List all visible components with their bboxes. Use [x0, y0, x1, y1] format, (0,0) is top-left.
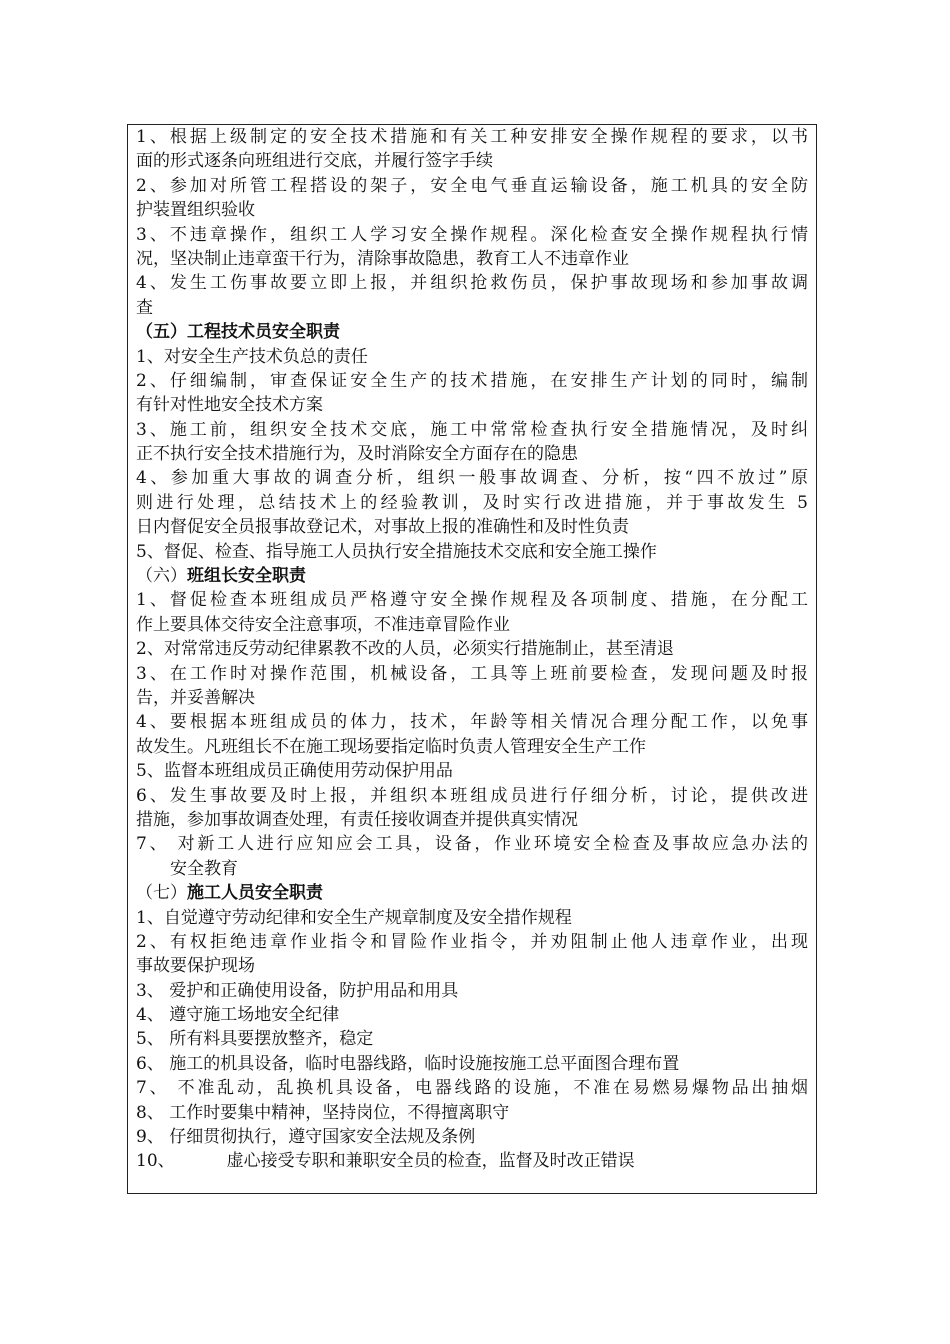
- text-line: 告，并妥善解决: [136, 687, 255, 708]
- text-line: 2、对常常违反劳动纪律累教不改的人员，必须实行措施制止，甚至清退: [136, 639, 674, 660]
- text-line: 日内督促安全员报事故登记术，对事故上报的准确性和及时性负责: [136, 517, 629, 538]
- text-line: 3、施工前，组织安全技术交底，施工中常常检查执行安全措施情况，及时纠: [136, 419, 808, 440]
- text-line: 5、监督本班组成员正确使用劳动保护用品: [136, 761, 453, 782]
- section-number: （六）: [136, 566, 187, 587]
- text-line: 作上要具体交待安全注意事项，不准违章冒险作业: [136, 614, 510, 635]
- text-line: 查: [136, 297, 153, 318]
- text-line: 3、在工作时对操作范围，机械设备，工具等上班前要检查，发现问题及时报: [136, 663, 808, 684]
- text-line: 6、发生事故要及时上报，并组织本班组成员进行仔细分析，讨论，提供改进: [136, 785, 808, 806]
- text-line: 3、不违章操作，组织工人学习安全操作规程。深化检查安全操作规程执行情: [136, 224, 808, 245]
- section-heading-team-leader: [136, 564, 808, 588]
- section-number: （七）: [136, 883, 187, 904]
- text-line: 2、有权拒绝违章作业指令和冒险作业指令，并劝阻制止他人违章作业，出现: [136, 931, 808, 952]
- text-line: 7、 对新工人进行应知应会工具，设备，作业环境安全检查及事故应急办法的: [136, 834, 808, 855]
- text-line: 1、督促检查本班组成员严格遵守安全操作规程及各项制度、措施，在分配工: [136, 590, 808, 611]
- section-title: 施工人员安全职责: [187, 883, 323, 904]
- item-number: 10、: [136, 1151, 175, 1172]
- text-line: 4、发生工伤事故要立即上报，并组织抢救伤员，保护事故现场和参加事故调: [136, 273, 808, 294]
- text-line: 1、自觉遵守劳动纪律和安全生产规章制度及安全措作规程: [136, 907, 572, 928]
- text-line: 1、根据上级制定的安全技术措施和有关工种安排安全操作规程的要求，以书: [136, 127, 808, 147]
- text-line: 8、 工作时要集中精神，坚持岗位，不得擅离职守: [136, 1102, 510, 1123]
- section-heading-workers: [136, 881, 808, 905]
- text-line: 9、 仔细贯彻执行，遵守国家安全法规及条例: [136, 1127, 476, 1148]
- section-title: 班组长安全职责: [187, 566, 306, 587]
- text-line: 措施，参加事故调查处理，有责任接收调查并提供真实情况: [136, 809, 578, 830]
- section-heading-engineering-tech: （五）工程技术员安全职责: [136, 322, 340, 343]
- text-line: 护装置组织验收: [136, 200, 255, 221]
- text-line: 事故要保护现场: [136, 956, 255, 977]
- text-line: 安全教育: [170, 858, 238, 879]
- text-line: 4、要根据本班组成员的体力，技术，年龄等相关情况合理分配工作，以免事: [136, 712, 808, 733]
- text-line: 3、 爱护和正确使用设备，防护用品和用具: [136, 980, 459, 1001]
- text-line: 2、仔细编制，审查保证安全生产的技术措施，在安排生产计划的同时，编制: [136, 370, 808, 391]
- text-line: 故发生。凡班组长不在施工现场要指定临时负责人管理安全生产工作: [136, 736, 646, 757]
- text-line: 2、参加对所管工程搭设的架子，安全电气垂直运输设备，施工机具的安全防: [136, 175, 808, 196]
- text-line: 4、参加重大事故的调查分析，组织一般事故调查、分析，按“四不放过”原: [136, 468, 808, 489]
- text-line: 7、 不准乱动，乱换机具设备，电器线路的设施，不准在易燃易爆物品出抽烟: [136, 1078, 808, 1099]
- text-line: 面的形式逐条向班组进行交底，并履行签字手续: [136, 151, 493, 172]
- text-line: 5、督促、检查、指导施工人员执行安全措施技术交底和安全施工操作: [136, 541, 657, 562]
- text-line: 4、 遵守施工场地安全纪律: [136, 1005, 340, 1026]
- item-text: 虚心接受专职和兼职安全员的检查，监督及时改正错误: [226, 1151, 635, 1172]
- text-line: 有针对性地安全技术方案: [136, 395, 323, 416]
- text-line: 则进行处理，总结技术上的经验教训，及时实行改进措施，并于事故发生 5: [136, 492, 808, 513]
- text-line: [136, 1149, 808, 1173]
- text-line: 6、 施工的机具设备，临时电器线路，临时设施按施工总平面图合理布置: [136, 1053, 680, 1074]
- document-table-cell: [127, 124, 817, 1194]
- text-line: 况，坚决制止违章蛮干行为，清除事故隐患，教育工人不违章作业: [136, 248, 629, 269]
- text-line: 1、对安全生产技术负总的责任: [136, 346, 368, 367]
- text-line: 正不执行安全技术措施行为，及时消除安全方面存在的隐患: [136, 444, 578, 465]
- text-line: 5、 所有料具要摆放整齐，稳定: [136, 1029, 374, 1050]
